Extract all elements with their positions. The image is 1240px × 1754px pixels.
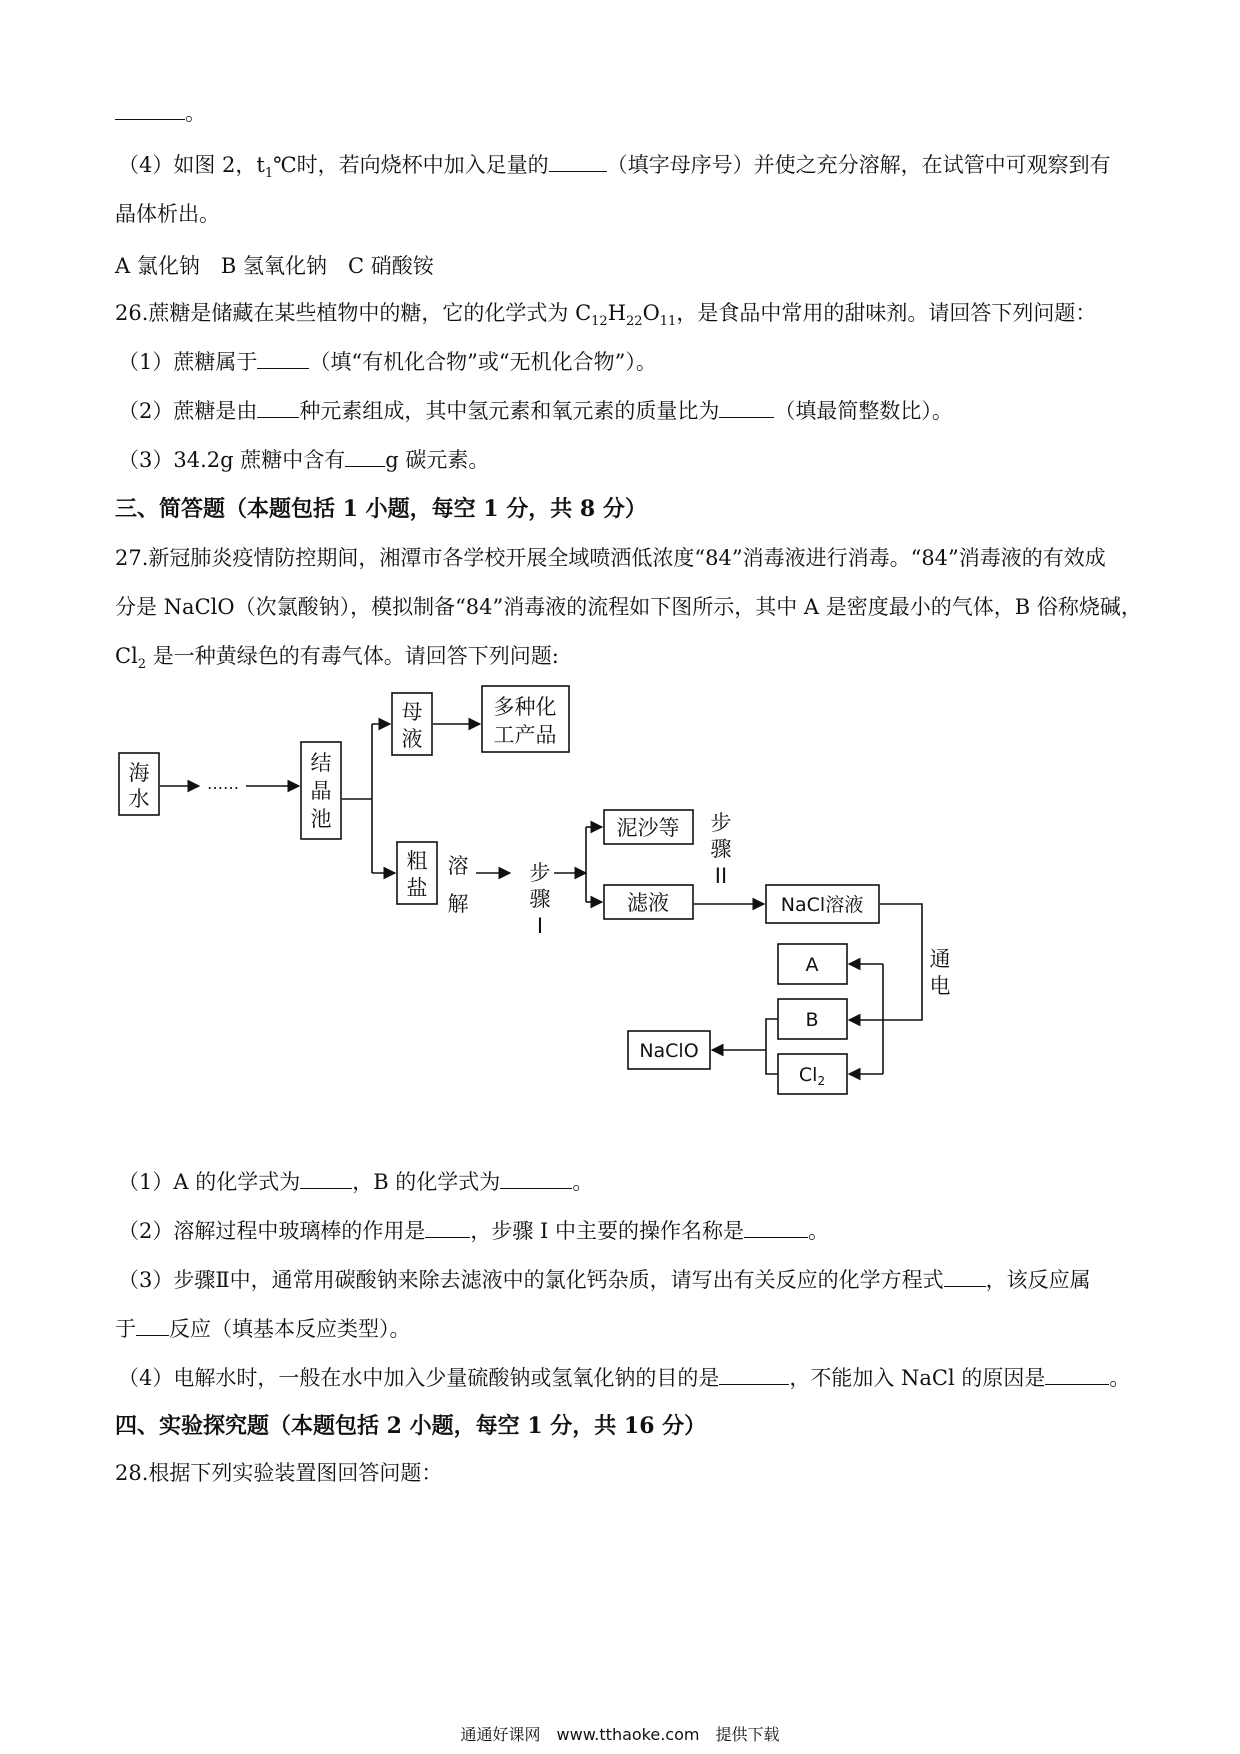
q27-p4-text: （4）电解水时，一般在水中加入少量硫酸钠或氢氧化钠的目的是 <box>118 1366 720 1390</box>
q27-p1-text: （1）A 的化学式为 <box>118 1170 301 1194</box>
q28-stem: 28.根据下列实验装置图回答问题： <box>115 1461 443 1485</box>
section-4-heading: 四、实验探究题（本题包括 2 小题，每空 1 分，共 16 分） <box>115 1413 707 1439</box>
electrolysis-line <box>849 904 922 1020</box>
punctuation: 。 <box>185 101 206 125</box>
nacl-solution-label: NaCl溶液 <box>780 894 864 916</box>
products-label-1: 多种化 <box>493 695 557 719</box>
step2-label-3: II <box>714 864 728 888</box>
mother-label-1: 母 <box>401 700 423 724</box>
seawater-label-1: 海 <box>128 761 150 785</box>
nacl-solution-box <box>766 885 879 923</box>
crystallization-pool-box <box>301 742 341 839</box>
q26-p1-text: （填“有机化合物”或“无机化合物”）。 <box>309 350 657 374</box>
naclo-box <box>628 1031 710 1069</box>
q25-options: A 氯化钠 B 氢氧化钠 C 硝酸铵 <box>115 254 434 278</box>
q27-part3-line2 <box>115 1314 411 1344</box>
element-symbol: O <box>642 301 660 325</box>
q26-p2-text: （2）蔗糖是由 <box>118 399 258 423</box>
q26-p1-text: （1）蔗糖属于 <box>118 350 258 374</box>
q27-p1-text: ，B 的化学式为 <box>352 1170 501 1194</box>
q27-part4 <box>118 1363 1130 1393</box>
a-label: A <box>805 954 819 976</box>
q27-p3-text: （3）步骤Ⅱ中，通常用碳酸钠来除去滤液中的氯化钙杂质，请写出有关反应的化学方程式 <box>118 1268 944 1292</box>
q27-part1 <box>118 1167 593 1197</box>
q25-part4-line1 <box>118 150 1111 189</box>
answer-blank[interactable] <box>719 397 774 418</box>
q27-p2-text: ，步骤 I 中主要的操作名称是 <box>470 1219 745 1243</box>
page-footer: 通通好课网 www.tthaoke.com 提供下载 <box>460 1725 780 1744</box>
q27-part2 <box>118 1216 829 1246</box>
answer-blank[interactable] <box>719 1364 789 1385</box>
step1-label-1: 步 <box>529 861 551 885</box>
mother-label-2: 液 <box>401 727 423 751</box>
b-box <box>778 999 847 1039</box>
q25-prev-blank-line <box>115 98 206 128</box>
b-cl2-join <box>766 1019 778 1074</box>
answer-blank[interactable] <box>115 99 185 120</box>
electro-label-1: 通 <box>929 947 951 971</box>
answer-blank[interactable] <box>345 446 385 467</box>
products-label-2: 工产品 <box>493 723 557 747</box>
q26-stem <box>115 298 1096 337</box>
q27-stem-line3 <box>115 641 559 680</box>
crude-label-2: 盐 <box>406 876 428 900</box>
answer-blank[interactable] <box>500 1168 572 1189</box>
answer-blank[interactable] <box>944 1266 986 1287</box>
q26-p3-text: g 碳元素。 <box>385 448 490 472</box>
naclo-label: NaClO <box>639 1040 699 1062</box>
electro-label-2: 电 <box>929 974 951 998</box>
q27-stem-text: 是一种黄绿色的有毒气体。请回答下列问题: <box>146 644 559 668</box>
filtrate-box <box>604 885 693 919</box>
mud-sand-box <box>604 810 693 844</box>
q26-p2-text: （填最简整数比）。 <box>774 399 953 423</box>
answer-blank[interactable] <box>549 151 607 172</box>
seawater-label-2: 水 <box>128 787 150 811</box>
q26-stem-text: ，是食品中常用的甜味剂。请回答下列问题： <box>676 301 1097 325</box>
pool-label-1: 结 <box>310 751 332 775</box>
step1-label-2: 骤 <box>529 887 551 911</box>
q26-stem-text: 26.蔗糖是储藏在某些植物中的糖，它的化学式为 C <box>115 301 592 325</box>
subscript: 11 <box>659 314 677 330</box>
crude-salt-box <box>397 842 437 904</box>
cl2-box <box>778 1054 847 1094</box>
q27-p4-text: 。 <box>1109 1366 1131 1390</box>
q25-part4-text: （4）如图 2，t <box>118 153 265 177</box>
section-3-heading: 三、简答题（本题包括 1 小题，每空 1 分，共 8 分） <box>115 496 647 522</box>
filtrate-label: 滤液 <box>627 891 669 915</box>
q26-p2-text: 种元素组成，其中氢元素和氧元素的质量比为 <box>299 399 720 423</box>
answer-blank[interactable] <box>744 1217 808 1238</box>
answer-blank[interactable] <box>425 1217 470 1238</box>
subscript: 2 <box>137 657 147 673</box>
dissolve-label-2: 解 <box>447 892 469 916</box>
q27-p3-text: ，该反应属 <box>985 1268 1091 1292</box>
subscript: 12 <box>591 314 608 330</box>
step2-label-2: 骤 <box>710 837 732 861</box>
seawater-box <box>119 753 159 815</box>
q26-p3-text: （3）34.2g 蔗糖中含有 <box>118 448 346 472</box>
answer-blank[interactable] <box>1045 1364 1109 1385</box>
subscript: 22 <box>626 314 643 330</box>
q26-part3 <box>118 445 489 475</box>
q27-part3-line1 <box>118 1265 1091 1295</box>
q27-p2-text: （2）溶解过程中玻璃棒的作用是 <box>118 1219 426 1243</box>
crude-label-1: 粗 <box>406 849 428 873</box>
dissolve-label-1: 溶 <box>447 854 469 878</box>
cl2-label <box>799 1064 825 1088</box>
a-box <box>778 944 847 984</box>
q27-p3-text: 于 <box>115 1317 136 1341</box>
q27-p1-text: 。 <box>572 1170 594 1194</box>
step1-label-3: I <box>536 914 544 938</box>
q25-part4-text: （填字母序号）并使之充分溶解，在试管中可观察到有 <box>606 153 1111 177</box>
q26-part2 <box>118 396 953 426</box>
pool-label-2: 晶 <box>310 779 332 803</box>
element-symbol: Cl <box>115 644 138 668</box>
step2-label-1: 步 <box>710 811 732 835</box>
b-label: B <box>805 1009 819 1031</box>
cl2-subscript: 2 <box>817 1074 826 1088</box>
q26-part1 <box>118 347 657 377</box>
pool-label-3: 池 <box>310 807 332 831</box>
q27-stem-line2: 分是 NaClO（次氯酸钠），模拟制备“84”消毒液的流程如下图所示，其中 A 是密度最小的气体，B 俗称烧碱， <box>115 595 1142 619</box>
q25-part4-text: ℃时，若向烧杯中加入足量的 <box>273 153 549 177</box>
answer-blank[interactable] <box>136 1315 169 1336</box>
q27-p4-text: ，不能加入 NaCl 的原因是 <box>789 1366 1046 1390</box>
mud-label: 泥沙等 <box>616 816 680 840</box>
q27-stem-line1: 27.新冠肺炎疫情防控期间，湘潭市各学校开展全域喷洒低浓度“84”消毒液进行消毒。“84”消毒液的有效成 <box>115 546 1106 570</box>
mother-liquor-box <box>392 693 432 755</box>
dots-label: …… <box>207 774 239 793</box>
answer-blank[interactable] <box>300 1168 352 1189</box>
answer-blank[interactable] <box>257 348 309 369</box>
element-symbol: H <box>607 301 627 325</box>
q27-p3-text: 反应（填基本反应类型）。 <box>169 1317 411 1341</box>
chemical-products-box <box>482 686 569 752</box>
q25-part4-line2: 晶体析出。 <box>115 202 220 226</box>
subscript: 1 <box>264 166 274 182</box>
answer-blank[interactable] <box>257 397 299 418</box>
q27-p2-text: 。 <box>808 1219 830 1243</box>
cl2-symbol: Cl <box>798 1064 818 1086</box>
